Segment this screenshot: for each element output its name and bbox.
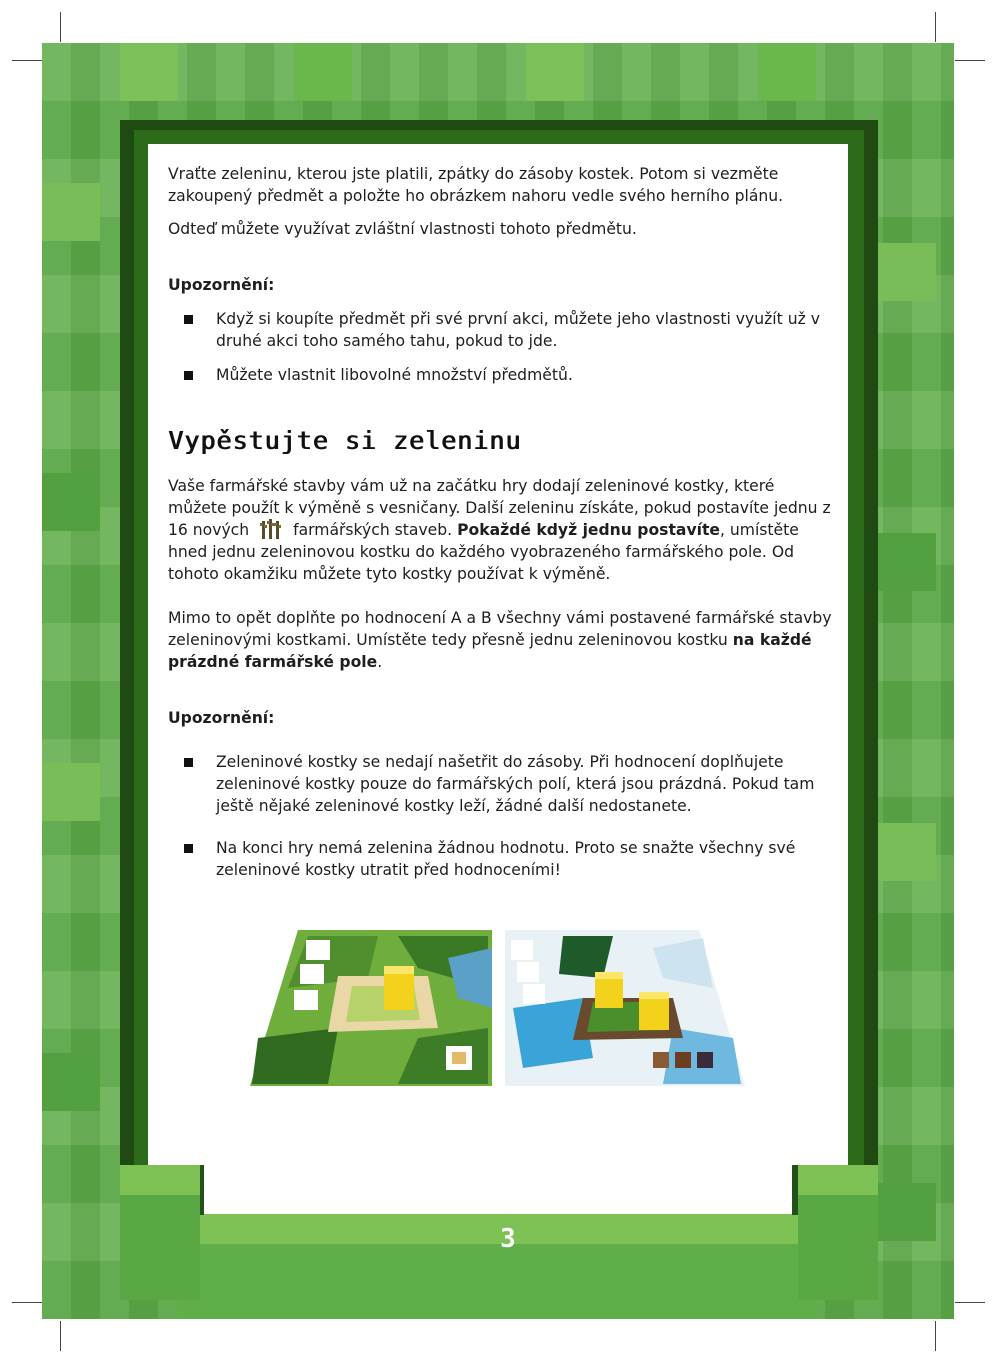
corner-block-right xyxy=(798,1190,878,1300)
square-bullet-icon xyxy=(184,844,193,853)
crop-mark xyxy=(935,1321,936,1351)
corner-top-right xyxy=(798,1165,878,1195)
page-number: 3 xyxy=(500,1224,516,1254)
crop-mark xyxy=(60,12,61,42)
list-item: Zeleninové kostky se nedají našetřit do zásoby. Při hodnocení doplňujete zeleninové kostky pouze do farmářských polí, která jsou prázdná. Pokud tam ještě nějaké zeleninové kostky leží, žádné další nedostanete. xyxy=(168,751,833,817)
note-heading: Upozornění: xyxy=(168,709,275,727)
square-bullet-icon xyxy=(184,758,193,767)
page-content xyxy=(168,163,833,893)
list-item: Když si koupíte předmět při své první akci, můžete jeho vlastnosti využít už v druhé akci toho samého tahu, pokud to jde. xyxy=(168,308,833,352)
section-title: Vypěstujte si zeleninu xyxy=(168,426,522,455)
board-illustration-snow xyxy=(503,928,747,1090)
intro-paragraph-2: Odteď můžete využívat zvláštní vlastnosti tohoto předmětu. xyxy=(168,220,637,238)
note-list xyxy=(168,751,833,881)
square-bullet-icon xyxy=(184,371,193,380)
board-illustration-grass xyxy=(248,928,494,1090)
list-item: Můžete vlastnit libovolné množství předmětů. xyxy=(168,364,833,386)
crop-mark xyxy=(12,1302,42,1303)
crop-mark xyxy=(12,60,42,61)
note-list xyxy=(168,308,833,386)
crop-mark xyxy=(955,1302,985,1303)
section-paragraph-2: Mimo to opět doplňte po hodnocení A a B všechny vámi postavené farmářské stavby zeleninovými kostkami. Umístěte tedy přesně jednu zeleninovou kostku na každé prázdné farmářské pole. xyxy=(168,609,832,671)
intro-paragraph-1: Vraťte zeleninu, kterou jste platili, zpátky do zásoby kostek. Potom si vezměte zakoupený předmět a položte ho obrázkem nahoru vedle svého herního plánu. xyxy=(168,165,784,205)
crop-mark xyxy=(935,12,936,42)
crop-mark xyxy=(955,60,985,61)
section-paragraph-1: Vaše farmářské stavby vám už na začátku hry dodají zeleninové kostky, které můžete použít k výměně s vesničany. Další zeleninu získáte, pokud postavíte jednu z 16 nových farmářských staveb. Pokaždé když jednu postavíte, umístěte hned jednu zeleninovou kostku do každého vyobrazeného farmářského pole. Od tohoto okamžiku můžete tyto kostky používat k výměně. xyxy=(168,477,831,583)
square-bullet-icon xyxy=(184,315,193,324)
corner-top-left xyxy=(120,1165,200,1195)
wheat-icon xyxy=(258,519,284,539)
corner-block-left xyxy=(120,1190,200,1300)
list-item: Na konci hry nemá zelenina žádnou hodnotu. Proto se snažte všechny své zeleninové kostky utratit před hodnoceními! xyxy=(168,837,833,881)
crop-mark xyxy=(60,1321,61,1351)
note-heading: Upozornění: xyxy=(168,276,275,294)
